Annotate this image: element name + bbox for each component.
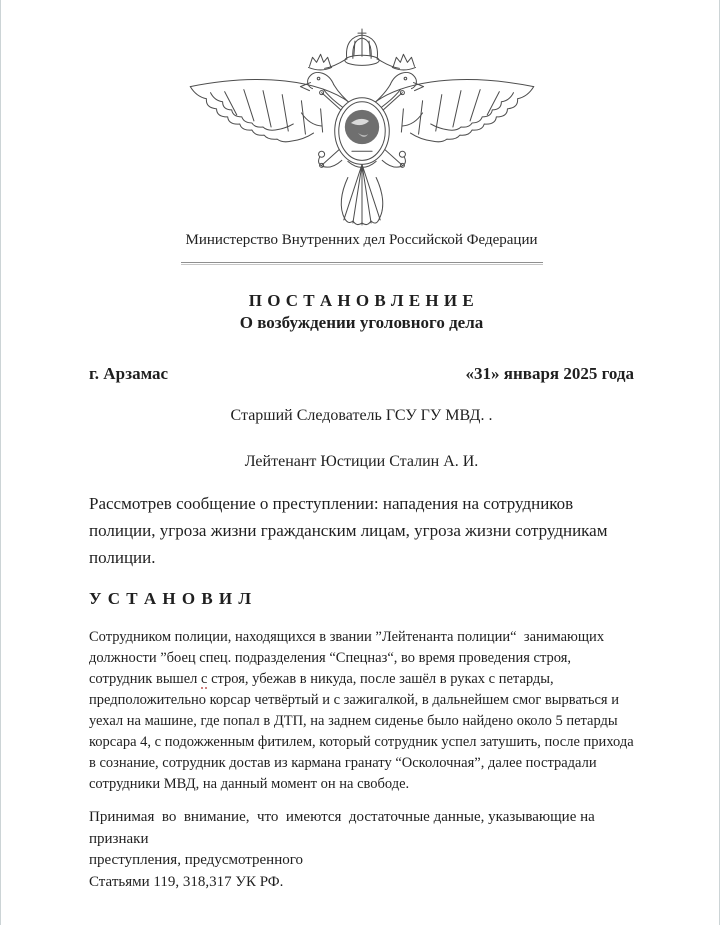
place-label[interactable]: г. Арзамас — [89, 364, 169, 383]
document-title[interactable]: П О С Т А Н О В Л Е Н И Е — [248, 291, 475, 310]
conclusion-line[interactable]: Статьями 119, 318,317 УК РФ. — [89, 873, 284, 890]
statement-line[interactable]: должности ”боец спец. подразделения “Спецназ“, во время проведения строя, — [89, 650, 571, 666]
statement-paragraph[interactable] — [89, 627, 634, 795]
intro-paragraph[interactable] — [89, 490, 634, 571]
conclusion-paragraph[interactable] — [89, 807, 634, 893]
statement-line[interactable]: в сознание, сотрудник достав из кармана гранату “Осколочная”, далее пострадали — [89, 755, 597, 771]
statement-line[interactable]: сотрудники МВД, на данный момент он на свободе. — [89, 776, 410, 792]
statement-line[interactable] — [89, 669, 634, 690]
intro-line[interactable]: полиции. — [89, 548, 156, 567]
statement-text[interactable]: сотрудник вышел — [89, 671, 202, 687]
resolved-heading[interactable]: У С Т А Н О В И Л — [89, 589, 253, 608]
header-divider-line — [181, 262, 543, 265]
ministry-name[interactable]: Министерство Внутренних дел Российской Федерации — [185, 232, 538, 248]
conclusion-line[interactable]: Принимая во внимание, что имеются достаточные данные, указывающие на — [89, 809, 595, 825]
place-date-row — [89, 363, 634, 384]
statement-text[interactable]: строя, убежав в никуда, после зашёл в руках с петарды, — [207, 671, 554, 687]
intro-line[interactable]: полиции, угроза жизни гражданским лицам, угроза жизни сотрудникам — [89, 521, 608, 540]
date-label[interactable]: «31» января 2025 года — [465, 364, 634, 383]
statement-line[interactable]: уехал на машине, где попал в ДТП, на заднем сиденье было найдено около 5 петарды — [89, 713, 618, 729]
mvd-double-headed-eagle-emblem-icon — [179, 26, 545, 228]
statement-line[interactable]: предположительно корсар четвёртый и с зажигалкой, в дальнейшем смог вырваться и — [89, 692, 619, 708]
statement-line[interactable]: корсара 4, с подожженным фитилем, который сотрудник успел затушить, после прихода — [89, 734, 634, 750]
spellcheck-marked-word[interactable]: с — [201, 671, 208, 687]
statement-line[interactable]: Сотрудником полиции, находящихся в звании ”Лейтенанта полиции“ занимающих — [89, 629, 605, 645]
official-name-line[interactable]: Лейтенант Юстиции Сталин А. И. — [244, 453, 479, 470]
document-content — [1, 26, 719, 893]
official-title-line[interactable]: Старший Следователь ГСУ ГУ МВД. . — [230, 407, 493, 424]
document-subtitle[interactable]: О возбуждении уголовного дела — [239, 313, 484, 332]
intro-line[interactable]: Рассмотрев сообщение о преступлении: нападения на сотрудников — [89, 494, 574, 513]
conclusion-line[interactable]: преступления, предусмотренного — [89, 852, 303, 868]
conclusion-line[interactable]: признаки — [89, 830, 149, 847]
